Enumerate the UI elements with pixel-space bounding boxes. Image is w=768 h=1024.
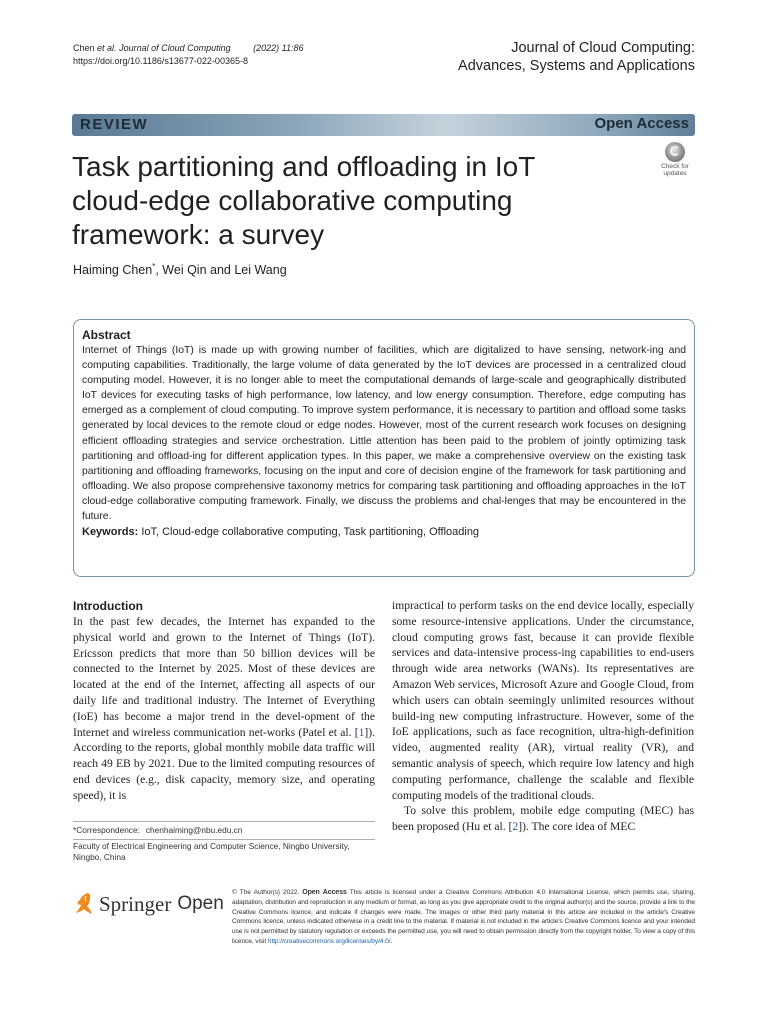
footnote-divider-2	[73, 839, 375, 840]
section-heading-introduction: Introduction	[73, 599, 143, 613]
abstract-text: Internet of Things (IoT) is made up with growing number of facilities, which are digitalized to have sensing, network-ing and computing capabilities. Traditionally, the large volume of data generated by the IoT devices are processed in a centralized cloud computing model. However, it is no longer able to meet the computational demands of large-scale and geographically distributed IoT devices for executing tasks of high performance, low latency, and low energy consumption. Therefore, edge computing has emerged as a complement of cloud computing. To improve system performance, it is necessary to partition and offload some tasks generated by local devices to the remote cloud or edge nodes. However, most of the current research work focuses on designing efficient offloading strategies and service orchestration. Little attention has been paid to the problem of jointly optimizing task partitioning and offload-ing for different application types. In this paper, we make a comprehensive overview on the existing task partitioning and offloading frameworks, focusing on the input and core of decision engine of the framework for task partitioning and offloading. We also propose comprehensive taxonomy metrics for comparing task partitioning and offloading approaches in the IoT cloud-edge collaborative computing framework. Finally, we discuss the problems and chal-lenges that may be encountered in the future.	[82, 345, 686, 523]
body-column-left	[73, 598, 375, 804]
affiliation: Faculty of Electrical Engineering and Computer Science, Ningbo University, Ningbo, China	[73, 841, 350, 862]
journal-name-line2: Advances, Systems and Applications	[458, 58, 695, 74]
paragraph-text: ]). The core idea of MEC	[518, 820, 636, 834]
body-column-right	[392, 598, 694, 835]
license-end: .	[390, 937, 393, 945]
authors-rest: , Wei Qin and Lei Wang	[155, 263, 287, 277]
title-line-1: Task partitioning and offloading in IoT	[72, 151, 536, 182]
paragraph-text: ]). According to the reports, global monthly mobile data traffic will reach 49 EB by 2021. Due to the limited computing resources of end devices (e.g., disk capacity, memory size, and operating speed), it is	[73, 725, 375, 802]
header-author: Chen	[73, 43, 95, 53]
keywords	[82, 525, 686, 540]
paragraph-text: In the past few decades, the Internet has expanded to the physical world and grown to the Internet of Things (IoT). Ericsson predicts that more than 50 billion devices will be connected to the Internet by 2025. Most of these devices are located at the end of the Internet, affecting all aspects of our daily life and traditional industry. The Internet of Everything (IoE) has become a major trend in the devel-opment of the Internet and wireless communication net-works (Patel et al. [	[73, 615, 375, 739]
license-open-access: Open Access	[302, 889, 347, 896]
author-list	[73, 263, 287, 277]
publisher-suffix: Open	[177, 893, 224, 914]
header-etal: et al.	[97, 43, 117, 53]
running-header	[73, 42, 304, 68]
license-link[interactable]: http://creativecommons.org/licenses/by/4.0/	[267, 937, 391, 945]
badge-line-1: Check for	[661, 163, 689, 170]
citation-line	[73, 42, 304, 55]
paragraph	[392, 803, 694, 835]
publisher-name: Springer	[99, 891, 172, 916]
footnote	[73, 825, 375, 863]
correspondence	[73, 825, 375, 836]
check-updates-icon	[665, 142, 685, 162]
paragraph	[73, 614, 375, 804]
license-body: This article is licensed under a Creative Commons Attribution 4.0 International License, which permits use, sharing, adaptation, distribution and reproduction in any medium or format, as long as you give appropriate credit to the original author(s) and the source, provide a link to the Creative Commons licence, and indicate if changes were made. The images or other third party material in this article are included in the article's Creative Commons licence, unless indicated otherwise in a credit line to the material. If material is not included in the article's Creative Commons licence and your intended use is not permitted by statutory regulation or exceeds the permitted use, you will need to obtain permission directly from the copyright holder. To view a copy of this licence, visit	[232, 889, 696, 945]
keywords-label: Keywords:	[82, 526, 139, 539]
corresponding-mark: *	[152, 261, 156, 271]
article-title	[72, 150, 612, 252]
paragraph: impractical to perform tasks on the end device locally, especially some resource-intensive applications. Under the circumstance, cloud computing grows fast, because it can provide flexible services and data-intensive process-ing capabilities to end-users through wide area networks (WANs). Its representatives are Amazon Web services, Microsoft Azure and Google Cloud, from which users can obtain seemingly unlimited resources without build-ing new computing infrastructure. However, some of the IoE applications, such as face recognition, ultra-high-definition video, augmented reality (AR), virtual reality (VR), and semantic analysis of speech, which require low latency and high computing performance, challenge the scalable and flexible computing models of the traditional clouds.	[392, 599, 694, 802]
springer-open-logo	[74, 889, 224, 919]
journal-name-line1: Journal of Cloud Computing:	[511, 40, 695, 56]
open-access-label: Open Access	[594, 115, 689, 132]
author-1[interactable]: Haiming Chen	[73, 263, 153, 277]
journal-name	[458, 39, 695, 75]
abstract-box	[73, 319, 695, 577]
citation-link[interactable]: 2	[512, 820, 519, 834]
article-type-banner	[72, 114, 695, 136]
abstract-heading: Abstract	[82, 328, 131, 342]
header-journal: Journal of Cloud Computing	[119, 43, 231, 53]
paragraph-text: To solve this problem, mobile edge computing (MEC) has been proposed (Hu et al. [	[392, 804, 694, 834]
license-text	[232, 888, 695, 947]
doi-link[interactable]: https://doi.org/10.1186/s13677-022-00365-8	[73, 56, 248, 66]
header-volume: (2022) 11:86	[253, 43, 304, 53]
springer-horse-icon	[74, 891, 94, 917]
check-for-updates-badge[interactable]	[655, 140, 695, 180]
title-line-2: cloud-edge collaborative computing	[72, 185, 513, 216]
correspondence-email[interactable]: chenhaiming@nbu.edu.cn	[145, 825, 243, 835]
footnote-divider	[73, 821, 375, 822]
correspondence-label: *Correspondence:	[73, 825, 140, 835]
keywords-list: IoT, Cloud-edge collaborative computing, Task partitioning, Offloading	[141, 526, 480, 539]
title-line-3: framework: a survey	[72, 219, 325, 250]
article-type: REVIEW	[80, 116, 149, 133]
check-updates-text	[655, 163, 695, 177]
copyright: © The Author(s) 2022.	[232, 889, 300, 896]
badge-line-2: updates	[663, 170, 687, 177]
citation-link[interactable]: 1	[358, 725, 365, 739]
